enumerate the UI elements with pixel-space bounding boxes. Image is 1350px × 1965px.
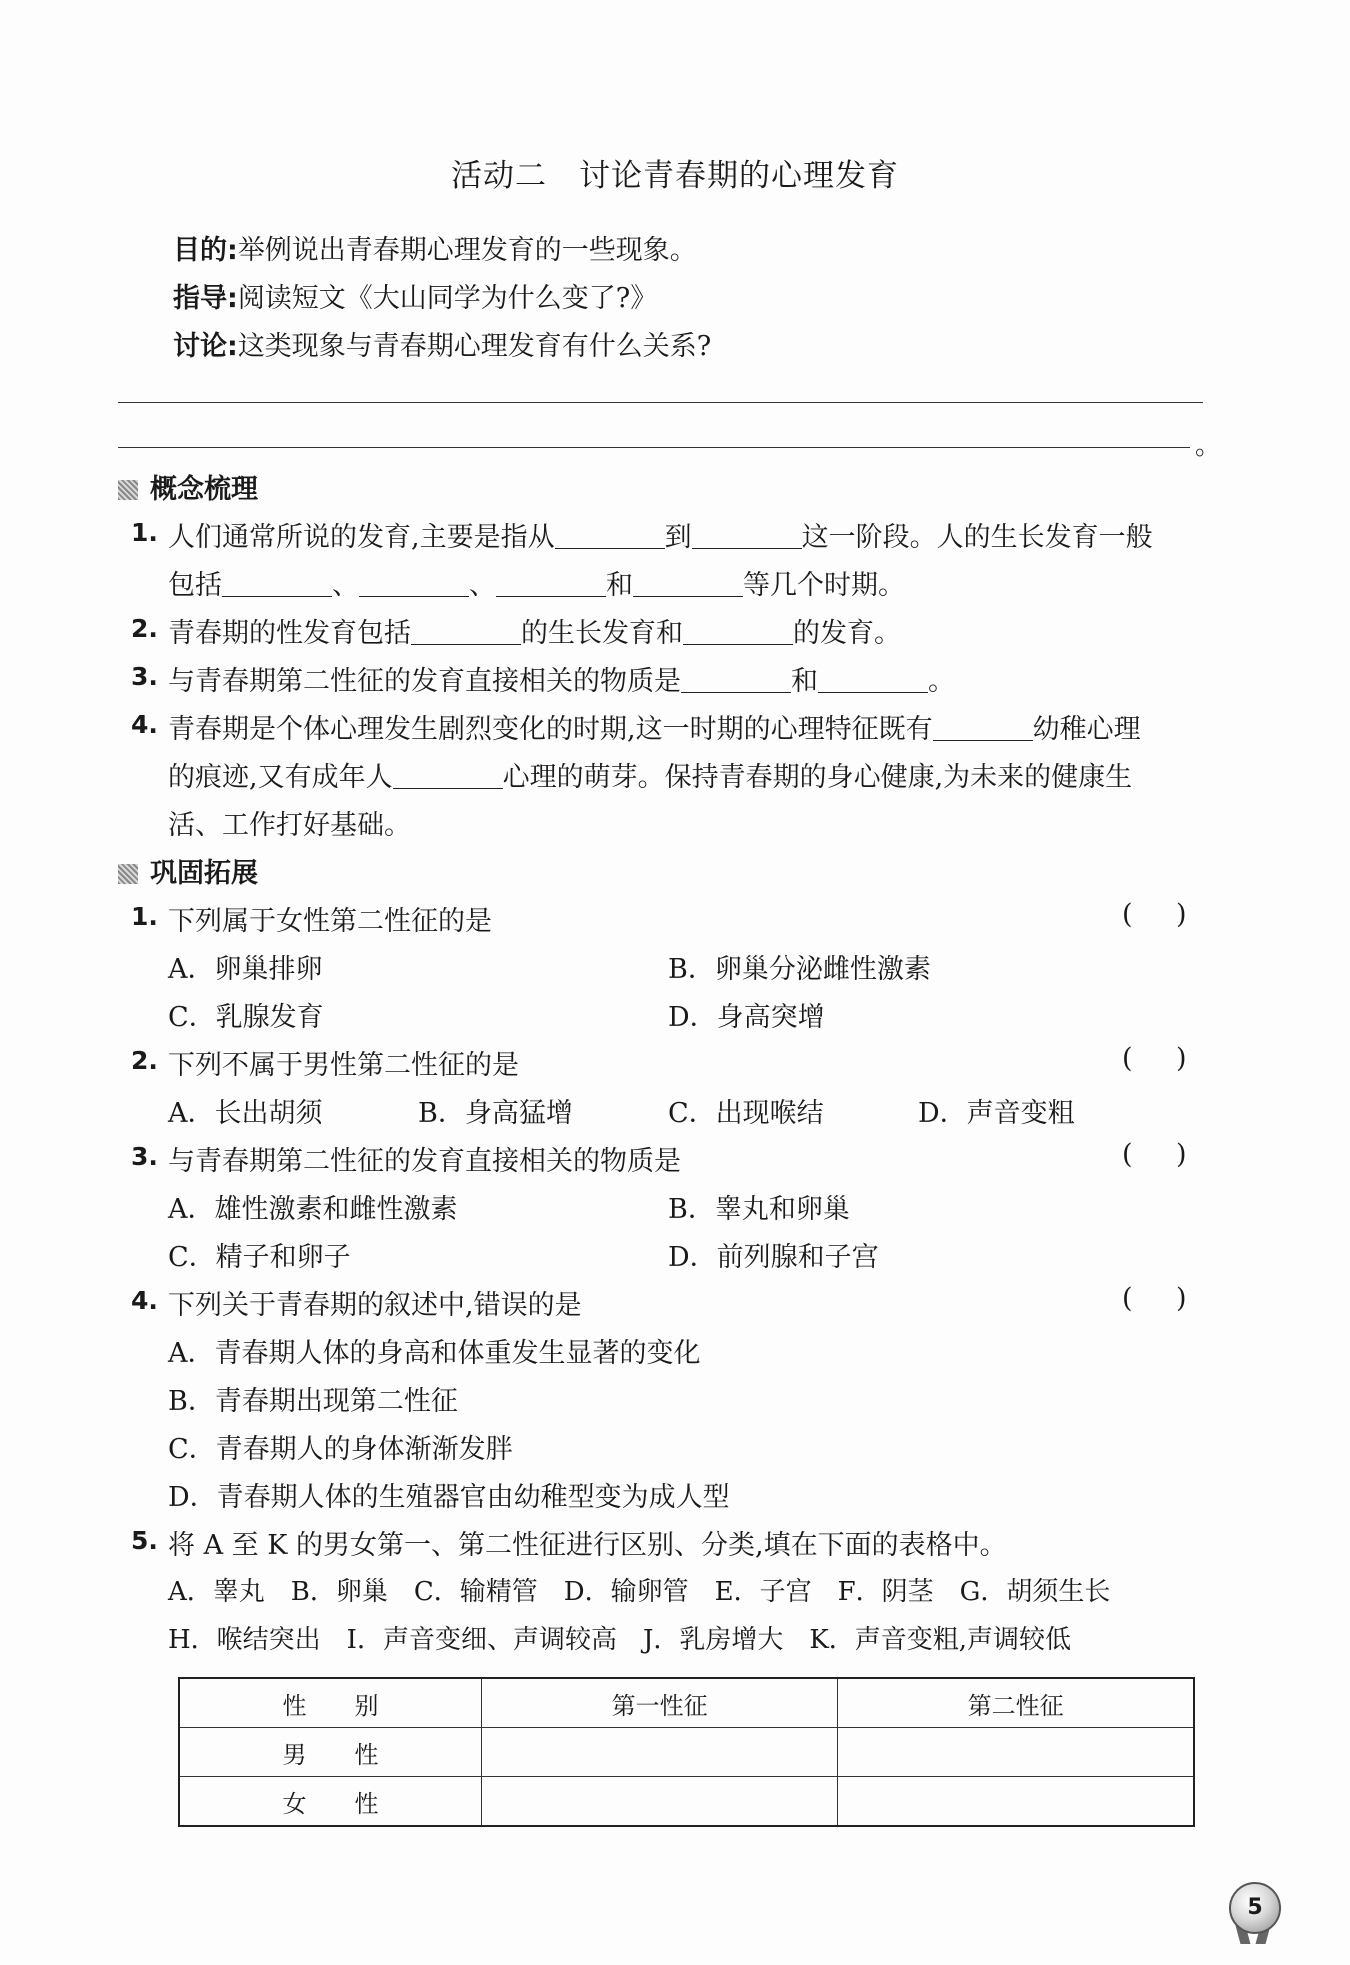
option[interactable]: C．精子和卵子 [168,1242,351,1273]
table-row-label: 女 性 [179,1777,481,1827]
answer-line-1[interactable] [118,402,1203,403]
extend-q2-stem: 下列不属于男性第二性征的是 [168,1050,519,1081]
table-header-cell: 第二性征 [838,1678,1194,1728]
blank[interactable] [411,618,521,645]
table-header-row [179,1678,1194,1728]
concept-q4-line2: 的痕迹,又有成年人 心理的萌芽。保持青春期的身心健康,为未来的健康生 [168,762,1133,793]
blank[interactable] [496,570,606,597]
extend-q3-number: 3. [131,1142,158,1171]
section-marker-icon [118,864,138,884]
table-header-cell: 第一性征 [481,1678,837,1728]
option[interactable]: D．身高突增 [668,1002,825,1033]
extend-q5-items-row1: A．睾丸 B．卵巢 C．输精管 D．输卵管 E．子宫 F．阴茎 G．胡须生长 [168,1577,1111,1607]
concept-q1-line1: 人们通常所说的发育,主要是指从 到 这一阶段。人的生长发育一般 [168,522,1153,553]
extend-q4-stem: 下列关于青春期的叙述中,错误的是 [168,1290,582,1321]
blank[interactable] [359,570,469,597]
option[interactable]: C．出现喉结 [668,1098,824,1129]
option[interactable]: D．声音变粗 [918,1098,1075,1129]
extend-q5-number: 5. [131,1526,158,1555]
section-marker-icon [118,480,138,500]
extend-q5-items-row2: H．喉结突出 I．声音变细、声调较高 J．乳房增大 K．声音变粗,声调较低 [168,1625,1072,1655]
table-input-cell[interactable] [481,1728,837,1777]
classification-table [178,1677,1195,1827]
option[interactable]: A．卵巢排卵 [168,954,323,985]
option[interactable]: B．身高猛增 [418,1098,573,1129]
concept-q1-number: 1. [131,518,158,547]
option[interactable]: B．青春期出现第二性征 [168,1386,458,1417]
option[interactable]: A．雄性激素和雌性激素 [168,1194,458,1225]
concept-section-heading: 概念梳理 [118,467,258,506]
extend-q1-stem: 下列属于女性第二性征的是 [168,906,492,937]
table-input-cell[interactable] [838,1777,1194,1827]
extend-q1-number: 1. [131,902,158,931]
guide-text: 阅读短文《大山同学为什么变了?》 [237,283,658,314]
option[interactable]: B．卵巢分泌雌性激素 [668,954,931,985]
purpose-label: 目的: [173,235,238,266]
blank[interactable] [692,522,802,549]
discuss-label: 讨论: [173,331,238,362]
option[interactable]: D．前列腺和子宫 [668,1242,879,1273]
concept-q2-line: 青春期的性发育包括 的生长发育和 的发育。 [168,618,901,649]
blank[interactable] [222,570,332,597]
answer-line-2[interactable] [118,447,1190,448]
table-row [179,1728,1194,1777]
concept-q2-number: 2. [131,614,158,643]
option[interactable]: C．乳腺发育 [168,1002,324,1033]
table-row [179,1777,1194,1827]
page-number-badge: 5 [1229,1882,1281,1934]
extend-q2-number: 2. [131,1046,158,1075]
table-row-label: 男 性 [179,1728,481,1777]
blank[interactable] [681,666,791,693]
concept-q4-line3: 活、工作打好基础。 [168,810,411,841]
answer-bracket[interactable]: ( ) [1122,1283,1187,1314]
answer-period: 。 [1195,431,1222,461]
concept-q1-line2: 包括 、 、 和 等几个时期。 [168,570,905,601]
option[interactable]: A．青春期人体的身高和体重发生显著的变化 [168,1338,701,1369]
table-header-cell: 性 别 [179,1678,481,1728]
concept-q4-number: 4. [131,710,158,739]
blank[interactable] [633,570,743,597]
blank[interactable] [818,666,928,693]
table-input-cell[interactable] [481,1777,837,1827]
concept-q3-line: 与青春期第二性征的发育直接相关的物质是 和 。 [168,666,955,697]
activity-title: 活动二 讨论青春期的心理发育 [451,158,899,194]
blank[interactable] [393,762,503,789]
purpose-line [173,228,697,267]
guide-label: 指导: [173,283,238,314]
extend-q5-stem: 将 A 至 K 的男女第一、第二性征进行区别、分类,填在下面的表格中。 [168,1530,1007,1561]
option[interactable]: C．青春期人的身体渐渐发胖 [168,1434,513,1465]
answer-bracket[interactable]: ( ) [1122,899,1187,930]
guide-line [173,276,657,315]
option[interactable]: A．长出胡须 [168,1098,323,1129]
option[interactable]: B．睾丸和卵巢 [668,1194,850,1225]
purpose-text: 举例说出青春期心理发育的一些现象。 [237,235,697,266]
blank[interactable] [933,714,1033,741]
discuss-text: 这类现象与青春期心理发育有什么关系? [237,331,712,362]
blank[interactable] [555,522,665,549]
table-input-cell[interactable] [838,1728,1194,1777]
extend-q4-number: 4. [131,1286,158,1315]
extend-q3-stem: 与青春期第二性征的发育直接相关的物质是 [168,1146,681,1177]
answer-bracket[interactable]: ( ) [1122,1139,1187,1170]
answer-bracket[interactable]: ( ) [1122,1043,1187,1074]
extend-section-heading: 巩固拓展 [118,851,258,890]
discuss-line [173,324,711,363]
blank[interactable] [683,618,793,645]
option[interactable]: D．青春期人体的生殖器官由幼稚型变为成人型 [168,1482,730,1513]
concept-q4-line1: 青春期是个体心理发生剧烈变化的时期,这一时期的心理特征既有 幼稚心理 [168,714,1141,745]
concept-q3-number: 3. [131,662,158,691]
